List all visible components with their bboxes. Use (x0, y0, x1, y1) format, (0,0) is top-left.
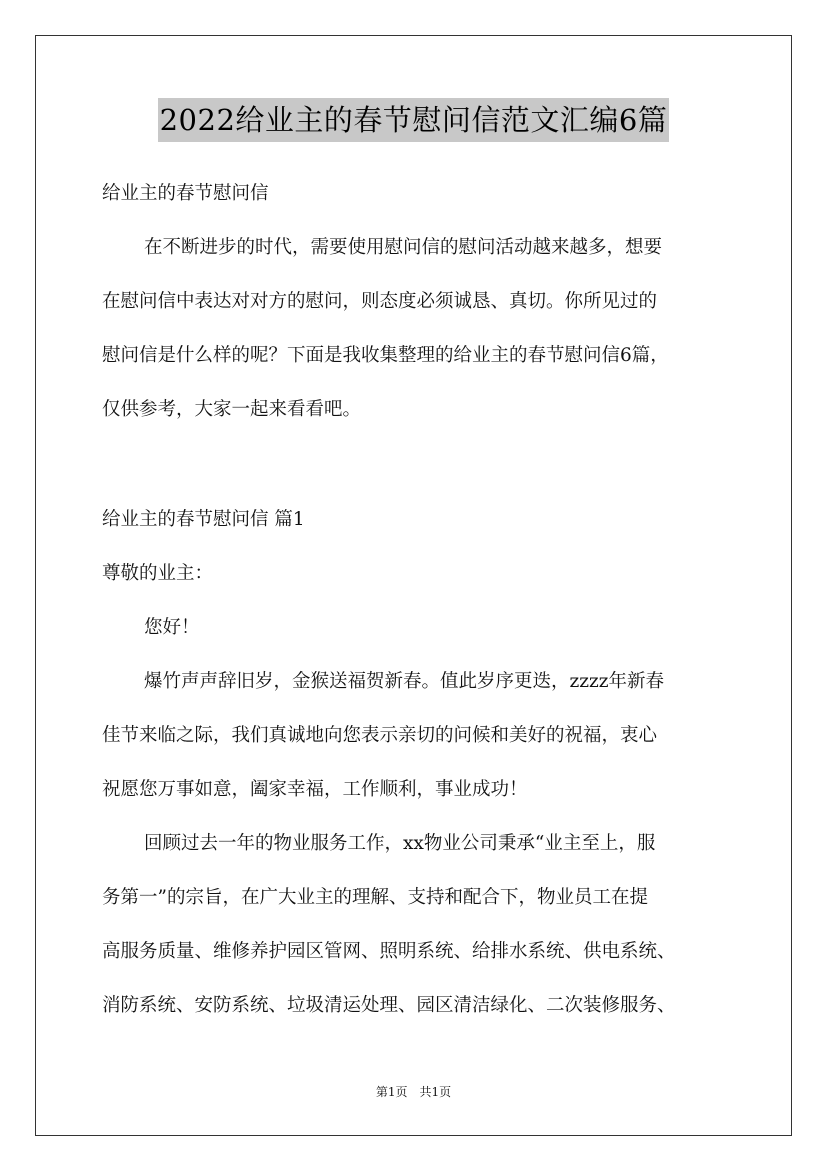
body-paragraph-2-line-4: 消防系统、安防系统、垃圾清运处理、园区清洁绿化、二次装修服务、 (102, 995, 676, 1016)
salutation: 尊敬的业主： (102, 563, 214, 584)
page-number: 第1页 共1页 (375, 1085, 452, 1099)
body-paragraph-1-line-3: 祝愿您万事如意，阖家幸福，工作顺利，事业成功！ (102, 779, 528, 800)
document-title: 2022给业主的春节慰问信范文汇编6篇 (158, 98, 670, 142)
intro-paragraph-line-1: 在不断进步的时代，需要使用慰问信的慰问活动越来越多，想要 (144, 237, 663, 258)
body-paragraph-1-line-2: 佳节来临之际，我们真诚地向您表示亲切的问候和美好的祝福，衷心 (102, 725, 658, 746)
intro-paragraph-line-3: 慰问信是什么样的呢？下面是我收集整理的给业主的春节慰问信6篇， (102, 345, 669, 366)
body-paragraph-1-line-1: 爆竹声声辞旧岁，金猴送福贺新春。值此岁序更迭，zzzz年新春 (144, 671, 664, 692)
title-container (0, 98, 827, 142)
intro-heading: 给业主的春节慰问信 (102, 183, 269, 204)
body-paragraph-2-line-2: 务第一”的宗旨，在广大业主的理解、支持和配合下，物业员工在提 (102, 887, 648, 908)
body-paragraph-2-line-1: 回顾过去一年的物业服务工作，xx物业公司秉承“业主至上，服 (144, 833, 656, 854)
body-paragraph-2-line-3: 高服务质量、维修养护园区管网、照明系统、给排水系统、供电系统、 (102, 941, 676, 962)
intro-paragraph-line-2: 在慰问信中表达对对方的慰问，则态度必须诚恳、真切。你所见过的 (102, 291, 658, 312)
intro-paragraph-line-4: 仅供参考，大家一起来看看吧。 (102, 399, 362, 420)
section-heading-1: 给业主的春节慰问信 篇1 (102, 509, 305, 530)
greeting: 您好！ (144, 617, 200, 638)
